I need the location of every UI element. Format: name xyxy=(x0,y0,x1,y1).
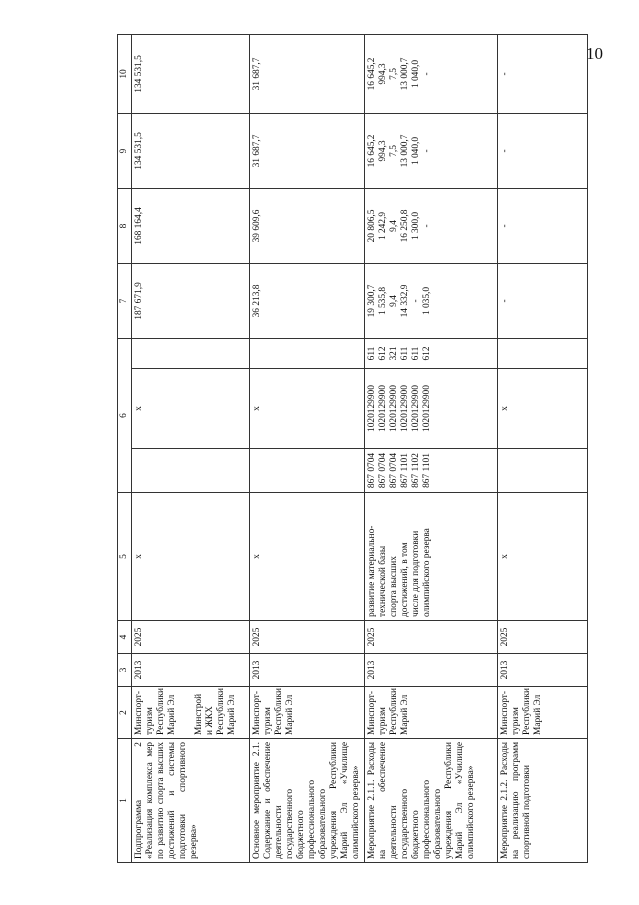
cell-value-10 xyxy=(132,34,250,113)
header-cell-8: 8 xyxy=(118,188,132,263)
cell-executor-line: Минстрой xyxy=(194,693,204,735)
cell-value-10-line: 31 687,7 xyxy=(252,57,262,91)
cell-direction-line: достижений, в том xyxy=(400,542,410,617)
cell-value-8-line: 16 250,8 xyxy=(400,209,410,243)
cell-value-7-line: 19 300,7 xyxy=(367,284,377,318)
cell-value-9-line: 994,3 xyxy=(378,140,388,162)
header-cell-10: 10 xyxy=(118,34,132,113)
cell-value-9-line: 1 040,0 xyxy=(411,136,421,166)
cell-expense-type xyxy=(250,338,365,368)
cell-direction-line: x xyxy=(134,554,144,559)
cell-target-article-line: 1020129900 xyxy=(367,385,377,432)
cell-name: Мероприятие 2.1.2. Расходы на реализацию программ спортивной подготовки xyxy=(498,739,588,863)
table-row xyxy=(250,34,365,862)
cell-executor-line: Минспорт- xyxy=(252,690,262,735)
cell-target-article xyxy=(365,369,498,449)
cell-value-9-line: 134 531,5 xyxy=(134,132,144,170)
cell-expense-type xyxy=(132,338,250,368)
cell-grbs-section-line: 867 0704 xyxy=(389,452,399,489)
cell-expense-type-line: 611 xyxy=(400,346,410,361)
cell-start-year: 2013 xyxy=(250,654,365,687)
cell-name: Мероприятие 2.1.1. Расходы на обеспечение деятельности государственного бюджетного профессионального образовательного учреждения Республики Марий Эл «Училище олимпийского резерва» xyxy=(365,739,498,863)
cell-grbs-section-line: 867 1102 xyxy=(411,453,421,488)
cell-value-8-line: - xyxy=(500,224,510,228)
cell-grbs-section xyxy=(365,449,498,493)
cell-grbs-section xyxy=(132,449,250,493)
table-row xyxy=(132,34,250,862)
cell-value-10 xyxy=(250,34,365,113)
cell-value-7-line: - xyxy=(411,299,421,303)
cell-value-9-line: 16 645,2 xyxy=(367,134,377,168)
cell-expense-type xyxy=(498,338,588,368)
cell-value-10-line: 13 000,7 xyxy=(400,57,410,91)
cell-value-9-line: - xyxy=(500,149,510,153)
cell-executor-line: Минспорт- xyxy=(367,690,377,735)
cell-grbs-section-line: 867 1101 xyxy=(400,453,410,488)
cell-expense-type-line: 321 xyxy=(389,346,399,361)
cell-value-8-line: - xyxy=(422,224,432,228)
cell-end-year: 2025 xyxy=(132,621,250,654)
cell-value-7 xyxy=(498,263,588,338)
cell-direction-line: развитие материально- xyxy=(367,525,377,617)
cell-value-10-line: - xyxy=(500,72,510,76)
cell-value-8 xyxy=(498,188,588,263)
cell-direction-line: технической базы xyxy=(378,545,388,617)
budget-table xyxy=(117,34,588,863)
cell-value-9 xyxy=(250,113,365,188)
cell-target-article xyxy=(498,369,588,449)
cell-value-10-line: - xyxy=(422,72,432,76)
cell-executor-line: туризм xyxy=(145,707,155,735)
cell-grbs-section-line: 867 0704 xyxy=(378,452,388,489)
cell-value-7-line: - xyxy=(500,299,510,303)
cell-target-article-line: x xyxy=(252,406,262,411)
cell-value-7-line: 9,4 xyxy=(389,295,399,307)
cell-grbs-section-line: 867 1101 xyxy=(422,453,432,488)
cell-executor xyxy=(132,687,250,739)
cell-direction xyxy=(132,493,250,621)
cell-name: Подпрограмма 2 «Реализация комплекса мер по развитию спорта высших достижений и системы подготовки спортивного резерва» xyxy=(132,739,250,863)
cell-executor-line: Республики xyxy=(389,687,399,735)
cell-start-year: 2013 xyxy=(132,654,250,687)
cell-executor-line xyxy=(178,690,194,735)
cell-value-8-line: 39 609,6 xyxy=(252,209,262,243)
cell-start-year: 2013 xyxy=(498,654,588,687)
cell-value-9-line: - xyxy=(422,149,432,153)
cell-value-8-line: 168 164,4 xyxy=(134,207,144,245)
cell-value-7-line: 1 535,8 xyxy=(378,286,388,316)
cell-executor-line: Марий Эл xyxy=(400,694,410,735)
cell-executor-line: Республики xyxy=(522,687,532,735)
cell-value-7-line: 36 213,8 xyxy=(252,284,262,318)
cell-value-8-line: 1 242,9 xyxy=(378,211,388,241)
page-number: 10 xyxy=(586,44,603,63)
cell-value-7-line: 14 332,9 xyxy=(400,284,410,318)
cell-name: Основное мероприятие 2.1. Содержание и обеспечение деятельности государственного бюджетного профессионального образовательного учреждения Республики Марий Эл «Училище олимпийского резерва» xyxy=(250,739,365,863)
cell-value-8 xyxy=(250,188,365,263)
header-row xyxy=(118,34,132,862)
cell-executor xyxy=(250,687,365,739)
cell-value-8-line: 1 300,0 xyxy=(411,211,421,241)
header-cell-3: 3 xyxy=(118,654,132,687)
cell-value-9-line: 13 000,7 xyxy=(400,134,410,168)
cell-executor-line: Марий Эл xyxy=(227,694,237,735)
cell-executor-line: Республики xyxy=(216,687,226,735)
cell-direction xyxy=(365,493,498,621)
cell-target-article xyxy=(132,369,250,449)
cell-value-7 xyxy=(132,263,250,338)
header-cell-1: 1 xyxy=(118,739,132,863)
cell-value-10-line: 994,3 xyxy=(378,63,388,85)
cell-value-9 xyxy=(498,113,588,188)
cell-executor-line: туризм xyxy=(263,707,273,735)
table-body xyxy=(132,34,588,862)
cell-expense-type xyxy=(365,338,498,368)
header-cell-4: 4 xyxy=(118,621,132,654)
cell-expense-type-line: 611 xyxy=(367,346,377,361)
cell-target-article-line: 1020129900 xyxy=(389,385,399,432)
cell-value-7 xyxy=(250,263,365,338)
cell-target-article-line: 1020129900 xyxy=(378,385,388,432)
cell-expense-type-line: 612 xyxy=(422,346,432,361)
cell-value-9 xyxy=(365,113,498,188)
cell-value-9-line: 31 687,7 xyxy=(252,134,262,168)
cell-target-article-line: 1020129900 xyxy=(422,385,432,432)
cell-value-10-line: 1 040,0 xyxy=(411,59,421,89)
cell-executor-line: туризм xyxy=(511,707,521,735)
cell-target-article-line: x xyxy=(134,406,144,411)
cell-executor xyxy=(365,687,498,739)
cell-end-year: 2025 xyxy=(498,621,588,654)
cell-executor xyxy=(498,687,588,739)
cell-target-article-line: x xyxy=(500,406,510,411)
cell-value-9-line: 7,5 xyxy=(389,145,399,157)
header-cell-9: 9 xyxy=(118,113,132,188)
cell-value-7 xyxy=(365,263,498,338)
cell-end-year: 2025 xyxy=(250,621,365,654)
cell-value-8-line: 9,4 xyxy=(389,220,399,232)
cell-direction-line: числе для подготовки xyxy=(411,530,421,617)
cell-value-8 xyxy=(365,188,498,263)
cell-direction xyxy=(498,493,588,621)
cell-executor-line: Марий Эл xyxy=(533,694,543,735)
cell-value-8-line: 20 806,5 xyxy=(367,209,377,243)
cell-executor-line: туризм xyxy=(378,707,388,735)
cell-value-10-line: 7,5 xyxy=(389,68,399,80)
rotated-table-container xyxy=(117,35,615,863)
cell-direction xyxy=(250,493,365,621)
header-cell-5: 5 xyxy=(118,493,132,621)
cell-expense-type-line: 611 xyxy=(411,346,421,361)
cell-executor-line: Республики xyxy=(156,687,166,735)
table-row xyxy=(365,34,498,862)
cell-target-article-line: 1020129900 xyxy=(400,385,410,432)
cell-direction-line: олимпийского резерва xyxy=(422,528,432,617)
cell-value-10 xyxy=(498,34,588,113)
cell-direction-line: x xyxy=(500,554,510,559)
header-cell-6: 6 xyxy=(118,338,132,492)
cell-direction-line: x xyxy=(252,554,262,559)
cell-executor-line: и ЖКХ xyxy=(205,706,215,735)
cell-executor-line: Марий Эл xyxy=(285,694,295,735)
cell-grbs-section-line: 867 0704 xyxy=(367,452,377,489)
cell-target-article xyxy=(250,369,365,449)
table-row xyxy=(498,34,588,862)
cell-value-7-line: 187 671,9 xyxy=(134,282,144,320)
cell-value-8 xyxy=(132,188,250,263)
cell-grbs-section xyxy=(498,449,588,493)
cell-executor-line: Республики xyxy=(274,687,284,735)
cell-value-10-line: 134 531,5 xyxy=(134,55,144,93)
header-cell-7: 7 xyxy=(118,263,132,338)
cell-value-10 xyxy=(365,34,498,113)
cell-expense-type-line: 612 xyxy=(378,346,388,361)
cell-start-year: 2013 xyxy=(365,654,498,687)
cell-direction-line: спорта высших xyxy=(389,556,399,617)
cell-end-year: 2025 xyxy=(365,621,498,654)
cell-executor-line: Минспорт- xyxy=(500,690,510,735)
cell-value-7-line: 1 035,0 xyxy=(422,286,432,316)
cell-value-9 xyxy=(132,113,250,188)
header-cell-2: 2 xyxy=(118,687,132,739)
cell-executor-line: Минспорт- xyxy=(134,690,144,735)
cell-executor-line: Марий Эл xyxy=(167,694,177,735)
cell-grbs-section xyxy=(250,449,365,493)
cell-value-10-line: 16 645,2 xyxy=(367,57,377,91)
cell-target-article-line: 1020129900 xyxy=(411,385,421,432)
